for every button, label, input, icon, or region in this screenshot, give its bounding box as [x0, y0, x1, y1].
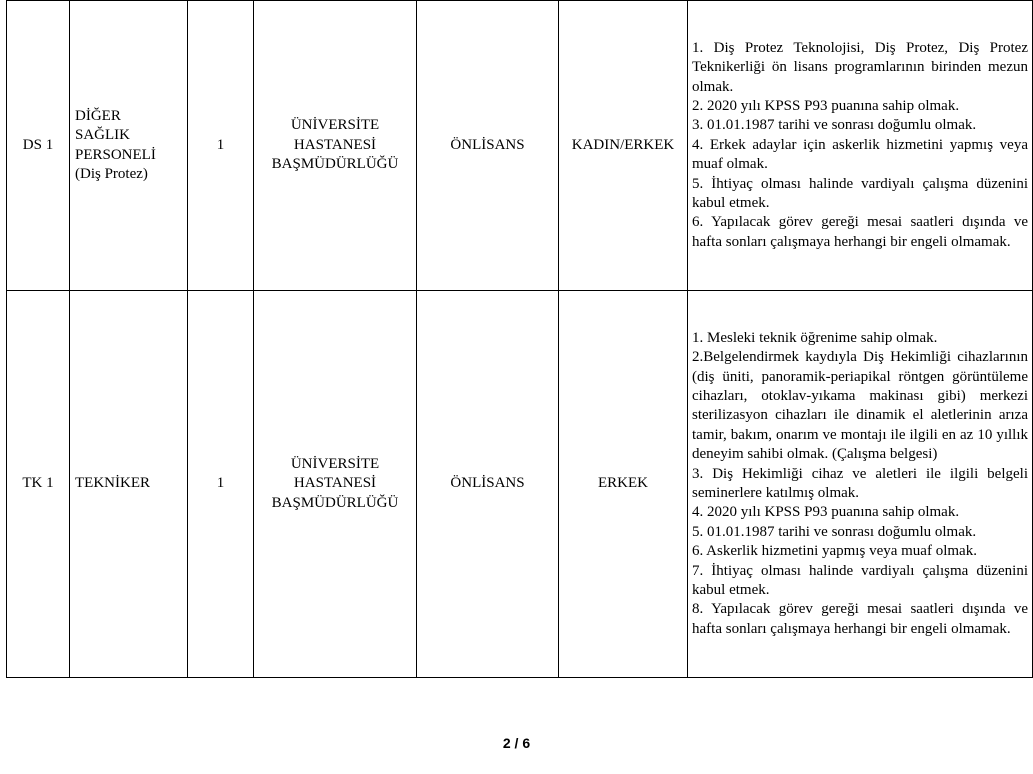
requirements-list [688, 1, 1033, 291]
requirement-item: 6. Askerlik hizmetini yapmış veya muaf olmak. [692, 543, 977, 560]
requirement-item: 5. İhtiyaç olması halinde vardiyalı çalışma düzenini kabul etmek. [692, 175, 1028, 212]
requirement-item: 4. 2020 yılı KPSS P93 puanına sahip olmak. [692, 504, 960, 521]
table-row [7, 291, 1033, 678]
requirement-item: 3. Diş Hekimliği cihaz ve aletleri ile ilgili belgeli seminerlere katılmış olmak. [692, 465, 1028, 501]
table-row [7, 1, 1033, 291]
position-unit-line: HASTANESİ [293, 475, 377, 492]
education-level: ÖNLİSANS [417, 1, 559, 291]
requirement-item: 2.Belgelendirmek kaydıyla Diş Hekimliği cihazlarının (diş üniti, panoramik-periapikal röntgen görüntüleme cihazları, otoklav-yıkama makinası gibi) merkezi sterilizasyon cihazları ile dinamik el aletlerinin arıza tamir, bakım, onarım ve montajı ile ilgili en az 10 yıllık deneyim sahibi olmak. (Çalışma belgesi) [692, 349, 1028, 463]
positions-table [6, 0, 1033, 678]
position-title [70, 1, 188, 291]
requirements-list [688, 291, 1033, 678]
requirement-item: 6. Yapılacak görev gereği mesai saatleri dışında ve hafta sonları çalışmaya herhangi bir engeli olmamak. [692, 214, 1028, 250]
position-title-line: TEKNİKER [75, 475, 150, 492]
requirement-item: 7. İhtiyaç olması halinde vardiyalı çalışma düzenini kabul etmek. [692, 562, 1028, 599]
position-count: 1 [188, 1, 254, 291]
requirement-item: 4. Erkek adaylar için askerlik hizmetini yapmış veya muaf olmak. [692, 136, 1028, 173]
position-unit [254, 291, 417, 678]
position-title-line: DİĞER [75, 107, 121, 124]
position-unit [254, 1, 417, 291]
position-title-line: SAĞLIK [75, 127, 130, 144]
position-unit-line: ÜNİVERSİTE [290, 117, 380, 134]
position-unit-line: BAŞMÜDÜRLÜĞÜ [271, 494, 399, 511]
position-title-line: (Diş Protez) [75, 165, 148, 182]
gender-requirement: ERKEK [559, 291, 688, 678]
requirement-item: 1. Mesleki teknik öğrenime sahip olmak. [692, 329, 938, 346]
position-unit-line: BAŞMÜDÜRLÜĞÜ [271, 156, 399, 173]
position-title-line: PERSONELİ [75, 146, 156, 163]
requirement-item: 8. Yapılacak görev gereği mesai saatleri dışında ve hafta sonları çalışmaya herhangi bir engeli olmamak. [692, 601, 1028, 637]
position-unit-line: ÜNİVERSİTE [290, 455, 380, 472]
requirement-item: 2. 2020 yılı KPSS P93 puanına sahip olmak. [692, 97, 960, 114]
requirement-item: 1. Diş Protez Teknolojisi, Diş Protez, Diş Protez Teknikerliği ön lisans programlarının birinden mezun olmak. [692, 39, 1028, 95]
position-unit-line: HASTANESİ [293, 136, 377, 153]
position-code: DS 1 [7, 1, 70, 291]
requirement-item: 5. 01.01.1987 tarihi ve sonrası doğumlu olmak. [692, 523, 977, 540]
position-title [70, 291, 188, 678]
education-level: ÖNLİSANS [417, 291, 559, 678]
gender-requirement: KADIN/ERKEK [559, 1, 688, 291]
page-number: 2 / 6 [502, 735, 531, 751]
position-code: TK 1 [7, 291, 70, 678]
requirement-item: 3. 01.01.1987 tarihi ve sonrası doğumlu olmak. [692, 117, 977, 134]
position-count: 1 [188, 291, 254, 678]
